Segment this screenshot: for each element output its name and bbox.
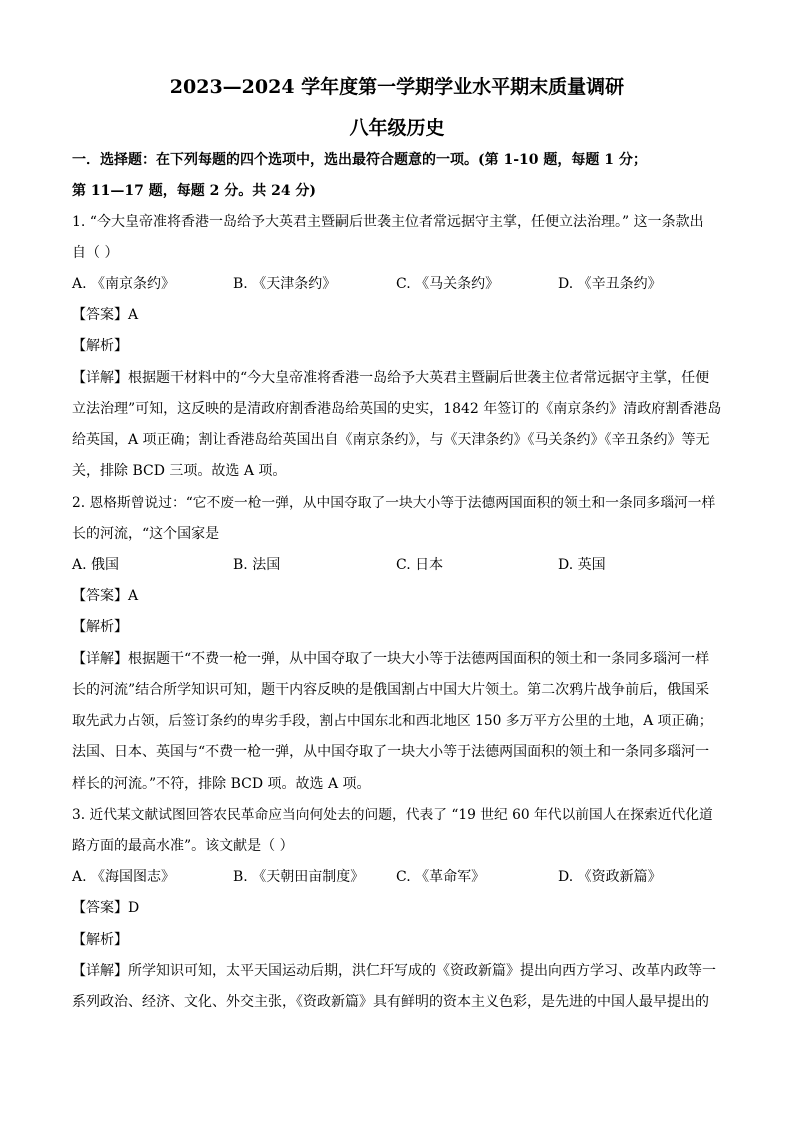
question-2-stem-line-1: 2. 恩格斯曾说过：“它不废一枪一弹，从中国夺取了一块大小等于法德两国面积的领土和一条同多瑙河一样 — [72, 495, 716, 511]
question-2-detail-line-3: 取先武力占领，后签订条约的卑劣手段，割占中国东北和西北地区 150 多万平方公里的土地，A 项正确； — [72, 713, 713, 729]
question-1-option-d: D. 《辛丑条约》 — [558, 276, 662, 292]
section-heading-line-1: 一．选择题：在下列每题的四个选项中，选出最符合题意的一项。(第 1-10 题，每题 1 分； — [72, 152, 647, 168]
question-3-option-b: B. 《天朝田亩制度》 — [233, 869, 365, 885]
question-2-option-d: D. 英国 — [558, 557, 606, 573]
question-3-option-d: D. 《资政新篇》 — [558, 869, 662, 885]
section-heading-line-2: 第 11—17 题，每题 2 分。共 24 分) — [72, 183, 317, 199]
question-2-detail-line-2: 长的河流”结合所学知识可知，题干内容反映的是俄国割占中国大片领土。第二次鸦片战争前后，俄国采 — [72, 682, 710, 698]
question-2-answer: 【答案】A — [72, 588, 139, 604]
question-2-detail-line-5: 样长的河流。”不符，排除 BCD 项。故选 A 项。 — [72, 776, 371, 792]
question-3-stem-line-1: 3. 近代某文献试图回答农民革命应当向何处去的问题，代表了 “19 世纪 60 年代以前国人在探索近代化道 — [72, 807, 713, 823]
question-1-stem-line-2: 自（ ） — [72, 245, 119, 261]
question-1-detail-line-4: 关，排除 BCD 三项。故选 A 项。 — [72, 463, 287, 479]
question-3-stem-line-2: 路方面的最高水准”。该文献是（ ） — [72, 838, 294, 854]
question-2-detail-line-1: 【详解】根据题干“不费一枪一弹，从中国夺取了一块大小等于法德两国面积的领土和一条同多瑙河一样 — [72, 651, 710, 667]
question-2-option-b: B. 法国 — [233, 557, 281, 573]
question-2-detail-line-4: 法国、日本、英国与“不费一枪一弹，从中国夺取了一块大小等于法德两国面积的领土和一条同多瑙河一 — [72, 744, 710, 760]
question-3-analysis-label: 【解析】 — [72, 932, 128, 948]
exam-subtitle: 八年级历史 — [349, 117, 445, 139]
question-1-detail-line-1: 【详解】根据题干材料中的“今大皇帝准将香港一岛给予大英君主暨嗣后世袭主位者常远据守主掌，任便 — [72, 370, 710, 386]
question-1-option-b: B. 《天津条约》 — [233, 276, 337, 292]
exam-title: 2023—2024 学年度第一学期学业水平期末质量调研 — [169, 76, 625, 98]
question-1-detail-line-2: 立法治理”可知，这反映的是清政府割香港岛给英国的史实，1842 年签订的《南京条约》清政府割香港岛 — [72, 401, 722, 417]
question-2-option-a: A. 俄国 — [72, 557, 120, 573]
question-1-answer: 【答案】A — [72, 307, 139, 323]
question-2-option-c: C. 日本 — [396, 557, 444, 573]
question-1-stem-line-1: 1. “今大皇帝准将香港一岛给予大英君主暨嗣后世袭主位者常远据守主掌，任便立法治理。” 这一条款出 — [72, 214, 704, 230]
question-3-answer: 【答案】D — [72, 900, 140, 916]
question-1-option-a: A. 《南京条约》 — [72, 276, 176, 292]
question-1-detail-line-3: 给英国，A 项正确；割让香港岛给英国出自《南京条约》，与《天津条约》《马关条约》《辛丑条约》等无 — [72, 432, 710, 448]
question-2-analysis-label: 【解析】 — [72, 619, 128, 635]
question-1-analysis-label: 【解析】 — [72, 338, 128, 354]
question-1-option-c: C. 《马关条约》 — [396, 276, 500, 292]
question-3-option-a: A. 《海国图志》 — [72, 869, 176, 885]
question-2-stem-line-2: 长的河流，“这个国家是 — [72, 526, 220, 542]
question-3-option-c: C. 《革命军》 — [396, 869, 486, 885]
question-3-detail-line-2: 系列政治、经济、文化、外交主张，《资政新篇》具有鲜明的资本主义色彩，是先进的中国人最早提出的 — [72, 994, 709, 1010]
question-3-detail-line-1: 【详解】所学知识可知，太平天国运动后期，洪仁玕写成的《资政新篇》提出向西方学习、改革内政等一 — [72, 963, 716, 979]
